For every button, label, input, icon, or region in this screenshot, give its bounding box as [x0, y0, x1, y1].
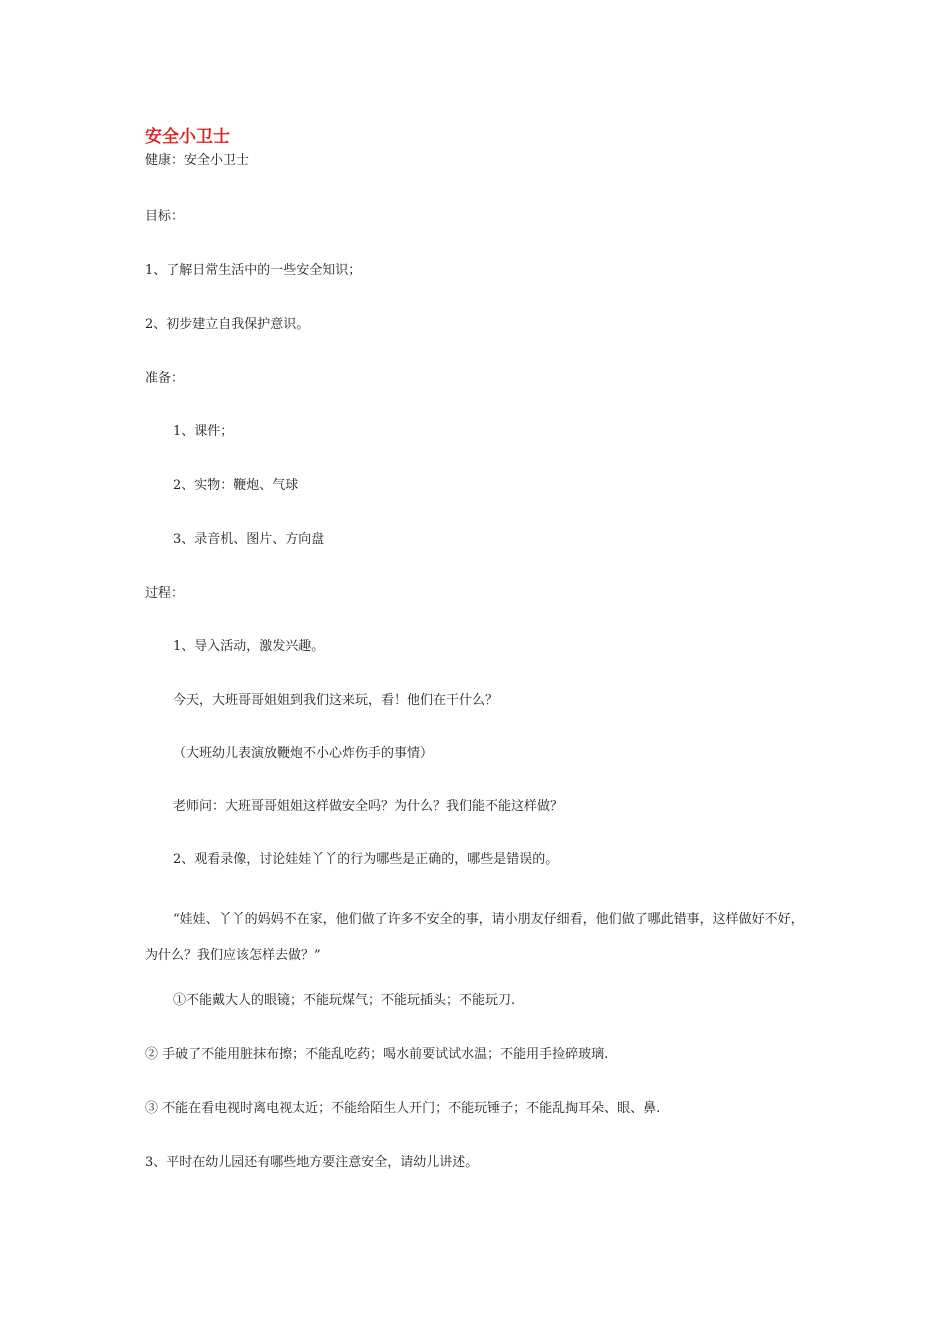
prep-item-3: 3、录音机、图片、方向盘 — [173, 532, 325, 547]
prep-heading: 准备： — [145, 371, 185, 386]
safety-rule-3: ③ 不能在看电视时离电视太近；不能给陌生人开门；不能玩锤子；不能乱掏耳朵、眼、鼻. — [145, 1101, 661, 1116]
safety-rule-1: ①不能戴大人的眼镜；不能玩煤气；不能玩插头；不能玩刀. — [173, 993, 516, 1008]
goal-item-1: 1、了解日常生活中的一些安全知识； — [145, 263, 362, 278]
step-1-note: （大班幼儿表演放鞭炮不小心炸伤手的事情） — [173, 746, 434, 761]
goal-item-2: 2、初步建立自我保护意识。 — [145, 317, 310, 332]
process-heading: 过程： — [145, 586, 185, 601]
goal-heading: 目标： — [145, 209, 185, 224]
step-1-heading: 1、导入活动，激发兴趣。 — [173, 639, 325, 654]
prep-item-1: 1、课件； — [173, 424, 234, 439]
safety-rule-2: ② 手破了不能用脏抹布擦；不能乱吃药；喝水前要试试水温；不能用手捡碎玻璃. — [145, 1047, 609, 1062]
step-3-heading: 3、平时在幼儿园还有哪些地方要注意安全，请幼儿讲述。 — [145, 1155, 479, 1170]
document-title: 安全小卫士 — [145, 127, 230, 147]
step-1-text: 今天，大班哥哥姐姐到我们这来玩，看！他们在干什么？ — [173, 693, 499, 708]
step-2-heading: 2、观看录像，讨论娃娃丫丫的行为哪些是正确的，哪些是错误的。 — [173, 852, 559, 867]
prep-item-2: 2、实物：鞭炮、气球 — [173, 478, 299, 493]
step-2-quote: “娃娃、丫丫的妈妈不在家，他们做了许多不安全的事，请小朋友仔细看，他们做了哪此错事，这样做好不好，为什么？我们应该怎样去做？” — [145, 912, 804, 963]
document-subtitle: 健康：安全小卫士 — [145, 153, 250, 168]
step-1-question: 老师问：大班哥哥姐姐这样做安全吗？为什么？我们能不能这样做？ — [173, 799, 564, 814]
